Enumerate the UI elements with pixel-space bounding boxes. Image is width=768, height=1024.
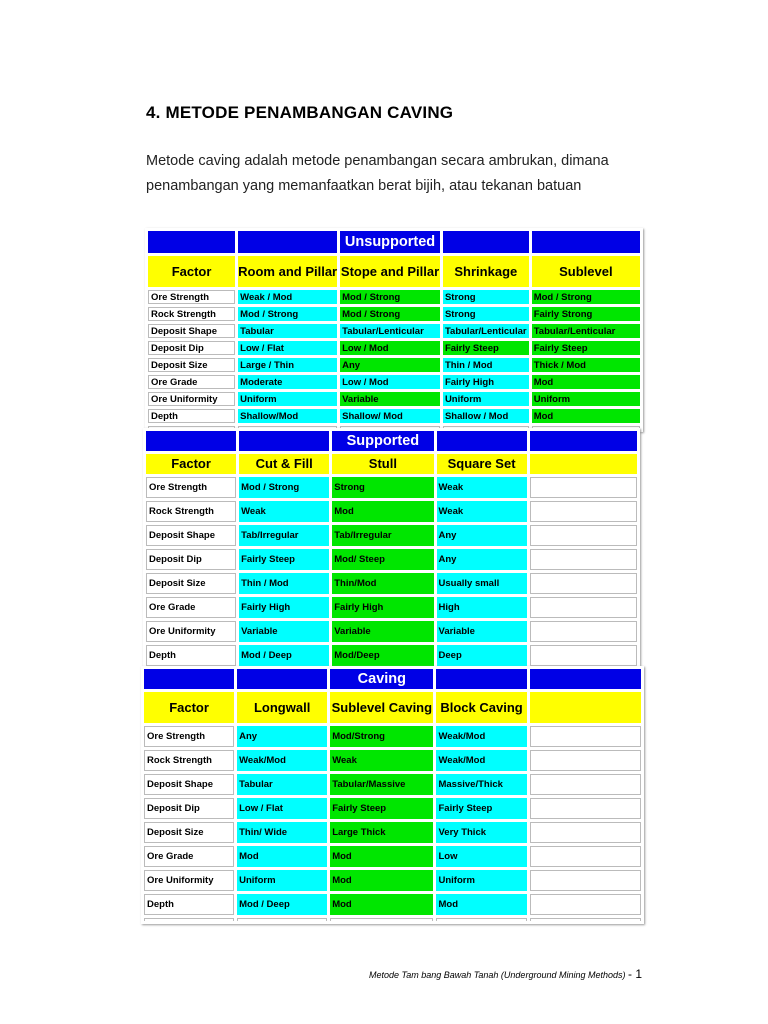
value-cell: Mod — [330, 846, 433, 867]
factor-cell: Deposit Shape — [146, 525, 236, 546]
column-header — [530, 692, 641, 723]
value-cell — [530, 501, 637, 522]
value-cell: Weak — [239, 501, 329, 522]
table-row — [148, 290, 640, 304]
value-cell: Tabular/Lenticular — [443, 324, 529, 338]
caving-methods-table — [141, 666, 644, 924]
value-cell: Weak — [437, 477, 527, 498]
table-row — [146, 597, 637, 618]
value-cell: Uniform — [443, 392, 529, 406]
title-spacer — [443, 231, 529, 253]
value-cell: Fairly High — [332, 597, 433, 618]
value-cell: Variable — [332, 621, 433, 642]
value-cell: Mod — [330, 870, 433, 891]
value-cell: Low / Mod — [340, 375, 440, 389]
value-cell: Weak / Mod — [238, 290, 337, 304]
table-row — [148, 307, 640, 321]
table-row — [144, 870, 641, 891]
empty-cell — [330, 918, 433, 921]
value-cell: Tabular/Massive — [330, 774, 433, 795]
value-cell: Fairly High — [443, 375, 529, 389]
value-cell: Mod/ Steep — [332, 549, 433, 570]
value-cell: Any — [237, 726, 327, 747]
column-header: Cut & Fill — [239, 454, 329, 474]
factor-cell: Ore Strength — [144, 726, 234, 747]
table-row — [148, 358, 640, 372]
table-row — [146, 501, 637, 522]
table-row — [148, 341, 640, 355]
value-cell — [530, 549, 637, 570]
table-row — [146, 477, 637, 498]
value-cell — [530, 621, 637, 642]
factor-cell: Ore Strength — [148, 290, 235, 304]
table-title: Unsupported — [340, 231, 440, 253]
value-cell — [530, 645, 637, 666]
value-cell: Tabular/Lenticular — [532, 324, 640, 338]
value-cell: Mod — [237, 846, 327, 867]
value-cell: Fairly High — [239, 597, 329, 618]
value-cell: Thin / Mod — [239, 573, 329, 594]
factor-cell: Depth — [148, 409, 235, 423]
value-cell: Deep — [437, 645, 527, 666]
value-cell: Weak — [437, 501, 527, 522]
value-cell — [530, 573, 637, 594]
column-header: Longwall — [237, 692, 327, 723]
column-header: Square Set — [437, 454, 527, 474]
value-cell: Strong — [443, 290, 529, 304]
table-row — [144, 726, 641, 747]
value-cell: Usually small — [437, 573, 527, 594]
value-cell: Fairly Strong — [532, 307, 640, 321]
value-cell: Low / Mod — [340, 341, 440, 355]
value-cell: Weak/Mod — [436, 750, 526, 771]
value-cell: Strong — [443, 307, 529, 321]
value-cell: Shallow/Mod — [238, 409, 337, 423]
value-cell: Any — [437, 549, 527, 570]
value-cell: Thin / Mod — [443, 358, 529, 372]
value-cell: Large Thick — [330, 822, 433, 843]
value-cell: Weak/Mod — [436, 726, 526, 747]
empty-cell — [530, 918, 641, 921]
value-cell: Variable — [239, 621, 329, 642]
value-cell — [530, 750, 641, 771]
value-cell: Weak — [330, 750, 433, 771]
title-spacer — [532, 231, 640, 253]
table-row — [144, 750, 641, 771]
table-row — [144, 846, 641, 867]
value-cell: Tabular — [238, 324, 337, 338]
column-header: Sublevel — [532, 256, 640, 287]
value-cell — [530, 597, 637, 618]
page-footer — [369, 967, 642, 981]
value-cell: Mod / Deep — [239, 645, 329, 666]
column-header: Factor — [146, 454, 236, 474]
column-header: Room and Pillar — [238, 256, 337, 287]
footer-text: Metode Tam bang Bawah Tanah (Underground Mining Methods) — [369, 970, 626, 980]
value-cell — [530, 774, 641, 795]
value-cell: Mod / Strong — [239, 477, 329, 498]
value-cell: Variable — [340, 392, 440, 406]
value-cell — [530, 846, 641, 867]
column-header: Factor — [148, 256, 235, 287]
value-cell: Tab/Irregular — [332, 525, 433, 546]
section-heading: 4. METODE PENAMBANGAN CAVING — [146, 103, 454, 122]
value-cell: Any — [437, 525, 527, 546]
value-cell: Mod — [436, 894, 526, 915]
title-spacer — [238, 231, 337, 253]
factor-cell: Deposit Dip — [146, 549, 236, 570]
table-row — [144, 822, 641, 843]
value-cell: Mod / Strong — [340, 307, 440, 321]
column-header: Factor — [144, 692, 234, 723]
factor-cell: Deposit Dip — [144, 798, 234, 819]
title-spacer — [237, 669, 327, 689]
factor-cell: Ore Grade — [148, 375, 235, 389]
page-number: - 1 — [628, 967, 643, 981]
factor-cell: Ore Grade — [146, 597, 236, 618]
value-cell: Large / Thin — [238, 358, 337, 372]
paragraph-line-1: Metode caving adalah metode penambangan secara ambrukan, dimana — [146, 153, 609, 169]
intro-paragraph — [146, 149, 666, 199]
value-cell: Low / Flat — [237, 798, 327, 819]
value-cell: Fairly Steep — [436, 798, 526, 819]
value-cell: Uniform — [532, 392, 640, 406]
value-cell: Fairly Steep — [239, 549, 329, 570]
value-cell: Mod/Deep — [332, 645, 433, 666]
value-cell: Tabular/Lenticular — [340, 324, 440, 338]
table-row — [146, 573, 637, 594]
factor-cell: Rock Strength — [146, 501, 236, 522]
factor-cell: Depth — [144, 894, 234, 915]
table-title: Caving — [330, 669, 433, 689]
value-cell: High — [437, 597, 527, 618]
value-cell: Mod — [532, 409, 640, 423]
factor-cell: Rock Strength — [148, 307, 235, 321]
factor-cell: Deposit Size — [144, 822, 234, 843]
value-cell: Variable — [437, 621, 527, 642]
value-cell: Tab/Irregular — [239, 525, 329, 546]
table-row-end — [144, 918, 641, 921]
factor-cell: Deposit Shape — [148, 324, 235, 338]
table-row — [148, 375, 640, 389]
value-cell: Mod — [330, 894, 433, 915]
value-cell: Uniform — [436, 870, 526, 891]
table-row — [144, 798, 641, 819]
value-cell: Thin/ Wide — [237, 822, 327, 843]
factor-cell: Deposit Size — [148, 358, 235, 372]
factor-cell: Ore Uniformity — [144, 870, 234, 891]
title-spacer — [148, 231, 235, 253]
table-row — [144, 774, 641, 795]
table-row — [144, 894, 641, 915]
table-row — [148, 324, 640, 338]
value-cell: Mod / Strong — [340, 290, 440, 304]
column-header: Block Caving — [436, 692, 526, 723]
value-cell: Fairly Steep — [532, 341, 640, 355]
factor-cell: Deposit Size — [146, 573, 236, 594]
paragraph-line-2: penambangan yang memanfaatkan berat bijih, atau tekanan batuan — [146, 178, 582, 194]
value-cell: Shallow / Mod — [443, 409, 529, 423]
column-header: Shrinkage — [443, 256, 529, 287]
value-cell: Low / Flat — [238, 341, 337, 355]
factor-cell: Ore Uniformity — [148, 392, 235, 406]
factor-cell: Ore Strength — [146, 477, 236, 498]
empty-cell — [436, 918, 526, 921]
title-spacer — [436, 669, 526, 689]
value-cell: Very Thick — [436, 822, 526, 843]
value-cell: Uniform — [238, 392, 337, 406]
table-row — [146, 549, 637, 570]
factor-cell: Ore Grade — [144, 846, 234, 867]
value-cell — [530, 894, 641, 915]
empty-cell — [237, 918, 327, 921]
unsupported-methods-table — [145, 228, 643, 432]
value-cell: Any — [340, 358, 440, 372]
value-cell: Fairly Steep — [443, 341, 529, 355]
factor-cell: Ore Uniformity — [146, 621, 236, 642]
factor-cell: Rock Strength — [144, 750, 234, 771]
value-cell: Low — [436, 846, 526, 867]
value-cell — [530, 870, 641, 891]
value-cell: Mod — [332, 501, 433, 522]
table-row — [148, 392, 640, 406]
value-cell — [530, 525, 637, 546]
title-spacer — [239, 431, 329, 451]
table-row — [146, 525, 637, 546]
title-spacer — [437, 431, 527, 451]
value-cell: Mod / Strong — [532, 290, 640, 304]
value-cell: Mod/Strong — [330, 726, 433, 747]
title-spacer — [530, 431, 637, 451]
value-cell: Tabular — [237, 774, 327, 795]
value-cell: Uniform — [237, 870, 327, 891]
value-cell: Fairly Steep — [330, 798, 433, 819]
table-row — [146, 645, 637, 666]
table-title: Supported — [332, 431, 433, 451]
value-cell: Thick / Mod — [532, 358, 640, 372]
factor-cell: Deposit Dip — [148, 341, 235, 355]
value-cell: Mod — [532, 375, 640, 389]
column-header: Stull — [332, 454, 433, 474]
value-cell — [530, 822, 641, 843]
column-header — [530, 454, 637, 474]
value-cell: Strong — [332, 477, 433, 498]
supported-methods-table — [143, 428, 640, 675]
value-cell: Thin/Mod — [332, 573, 433, 594]
title-spacer — [144, 669, 234, 689]
value-cell: Mod / Strong — [238, 307, 337, 321]
value-cell: Moderate — [238, 375, 337, 389]
value-cell: Shallow/ Mod — [340, 409, 440, 423]
value-cell — [530, 477, 637, 498]
value-cell: Mod / Deep — [237, 894, 327, 915]
title-spacer — [530, 669, 641, 689]
table-row — [146, 621, 637, 642]
value-cell: Weak/Mod — [237, 750, 327, 771]
value-cell: Massive/Thick — [436, 774, 526, 795]
column-header: Sublevel Caving — [330, 692, 433, 723]
column-header: Stope and Pillar — [340, 256, 440, 287]
factor-cell: Depth — [146, 645, 236, 666]
factor-cell: Deposit Shape — [144, 774, 234, 795]
value-cell — [530, 798, 641, 819]
empty-cell — [144, 918, 234, 921]
table-row — [148, 409, 640, 423]
value-cell — [530, 726, 641, 747]
title-spacer — [146, 431, 236, 451]
